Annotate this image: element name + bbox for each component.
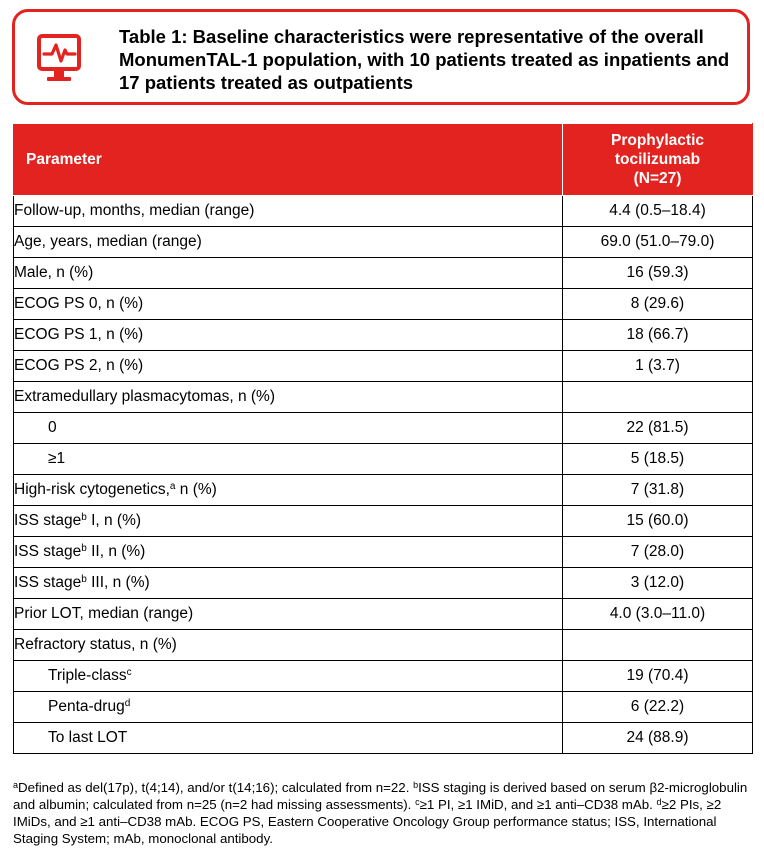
table-row	[14, 258, 753, 289]
row-value	[563, 630, 753, 661]
table-row	[14, 568, 753, 599]
table-row	[14, 227, 753, 258]
row-label: Age, years, median (range)	[14, 227, 563, 258]
row-value: 19 (70.4)	[563, 661, 753, 692]
row-value: 22 (81.5)	[563, 413, 753, 444]
row-label: ECOG PS 2, n (%)	[14, 351, 563, 382]
row-value: 6 (22.2)	[563, 692, 753, 723]
header-parameter: Parameter	[14, 124, 563, 196]
table-row	[14, 692, 753, 723]
row-label: ISS stage$^b$ II, n (%)	[14, 537, 563, 568]
row-label: Triple-class$^c$	[14, 661, 563, 692]
title-box	[12, 9, 750, 105]
header-line: (N=27)	[633, 170, 682, 187]
row-label: Male, n (%)	[14, 258, 563, 289]
header-prophylactic-tocilizumab	[563, 124, 753, 196]
row-label: ≥1	[14, 444, 563, 475]
row-value: 16 (59.3)	[563, 258, 753, 289]
table-row	[14, 723, 753, 754]
row-label: ECOG PS 1, n (%)	[14, 320, 563, 351]
row-value: 18 (66.7)	[563, 320, 753, 351]
table-row	[14, 475, 753, 506]
table-row	[14, 382, 753, 413]
footnote: $^a$Defined as del(17p), t(4;14), and/or t(14;16); calculated from n=22. $^b$ISS staging is derived based on serum β2-microglobulin and albumin; calculated from n=25 (n=2 had missing assessments). $^c$≥1 PI, ≥1 IMiD, and ≥1 anti–CD38 mAb. $^d$≥2 PIs, ≥2 IMiDs, and ≥1 anti–CD38 mAb. ECOG PS, Eastern Cooperative Oncology Group performance status; ISS, International Staging System; mAb, monoclonal antibody.	[13, 780, 748, 846]
table-row	[14, 320, 753, 351]
row-value	[563, 382, 753, 413]
row-label: ISS stage$^b$ III, n (%)	[14, 568, 563, 599]
row-value: 15 (60.0)	[563, 506, 753, 537]
header-line: tocilizumab	[614, 151, 701, 168]
row-value: 4.4 (0.5–18.4)	[563, 196, 753, 227]
header-line: Prophylactic	[610, 132, 705, 149]
row-value: 1 (3.7)	[563, 351, 753, 382]
row-label: ISS stage$^b$ I, n (%)	[14, 506, 563, 537]
table-row	[14, 506, 753, 537]
computer-monitor-with-heartbeat-icon	[36, 32, 84, 84]
table-header-row	[14, 124, 753, 196]
table-row	[14, 537, 753, 568]
row-value: 24 (88.9)	[563, 723, 753, 754]
row-label: High-risk cytogenetics,$^a$ n (%)	[14, 475, 563, 506]
table-row	[14, 599, 753, 630]
row-label: Penta-drug$^d$	[14, 692, 563, 723]
row-label: 0	[14, 413, 563, 444]
table-row	[14, 196, 753, 227]
table-title: Table 1: Baseline characteristics were representative of the overall MonumenTAL-1 population, with 10 patients treated as inpatients and 17 patients treated as outpatients	[119, 26, 730, 93]
table-row	[14, 444, 753, 475]
row-value: 7 (31.8)	[563, 475, 753, 506]
table-row	[14, 630, 753, 661]
baseline-characteristics-table	[13, 123, 753, 754]
row-label: Refractory status, n (%)	[14, 630, 563, 661]
table-row	[14, 661, 753, 692]
row-value: 8 (29.6)	[563, 289, 753, 320]
row-label: To last LOT	[14, 723, 563, 754]
table-row	[14, 413, 753, 444]
row-label: Follow-up, months, median (range)	[14, 196, 563, 227]
row-value: 69.0 (51.0–79.0)	[563, 227, 753, 258]
row-label: ECOG PS 0, n (%)	[14, 289, 563, 320]
row-value: 4.0 (3.0–11.0)	[563, 599, 753, 630]
row-label: Prior LOT, median (range)	[14, 599, 563, 630]
table-row	[14, 351, 753, 382]
row-value: 5 (18.5)	[563, 444, 753, 475]
row-value: 3 (12.0)	[563, 568, 753, 599]
row-value: 7 (28.0)	[563, 537, 753, 568]
row-label: Extramedullary plasmacytomas, n (%)	[14, 382, 563, 413]
table-row	[14, 289, 753, 320]
